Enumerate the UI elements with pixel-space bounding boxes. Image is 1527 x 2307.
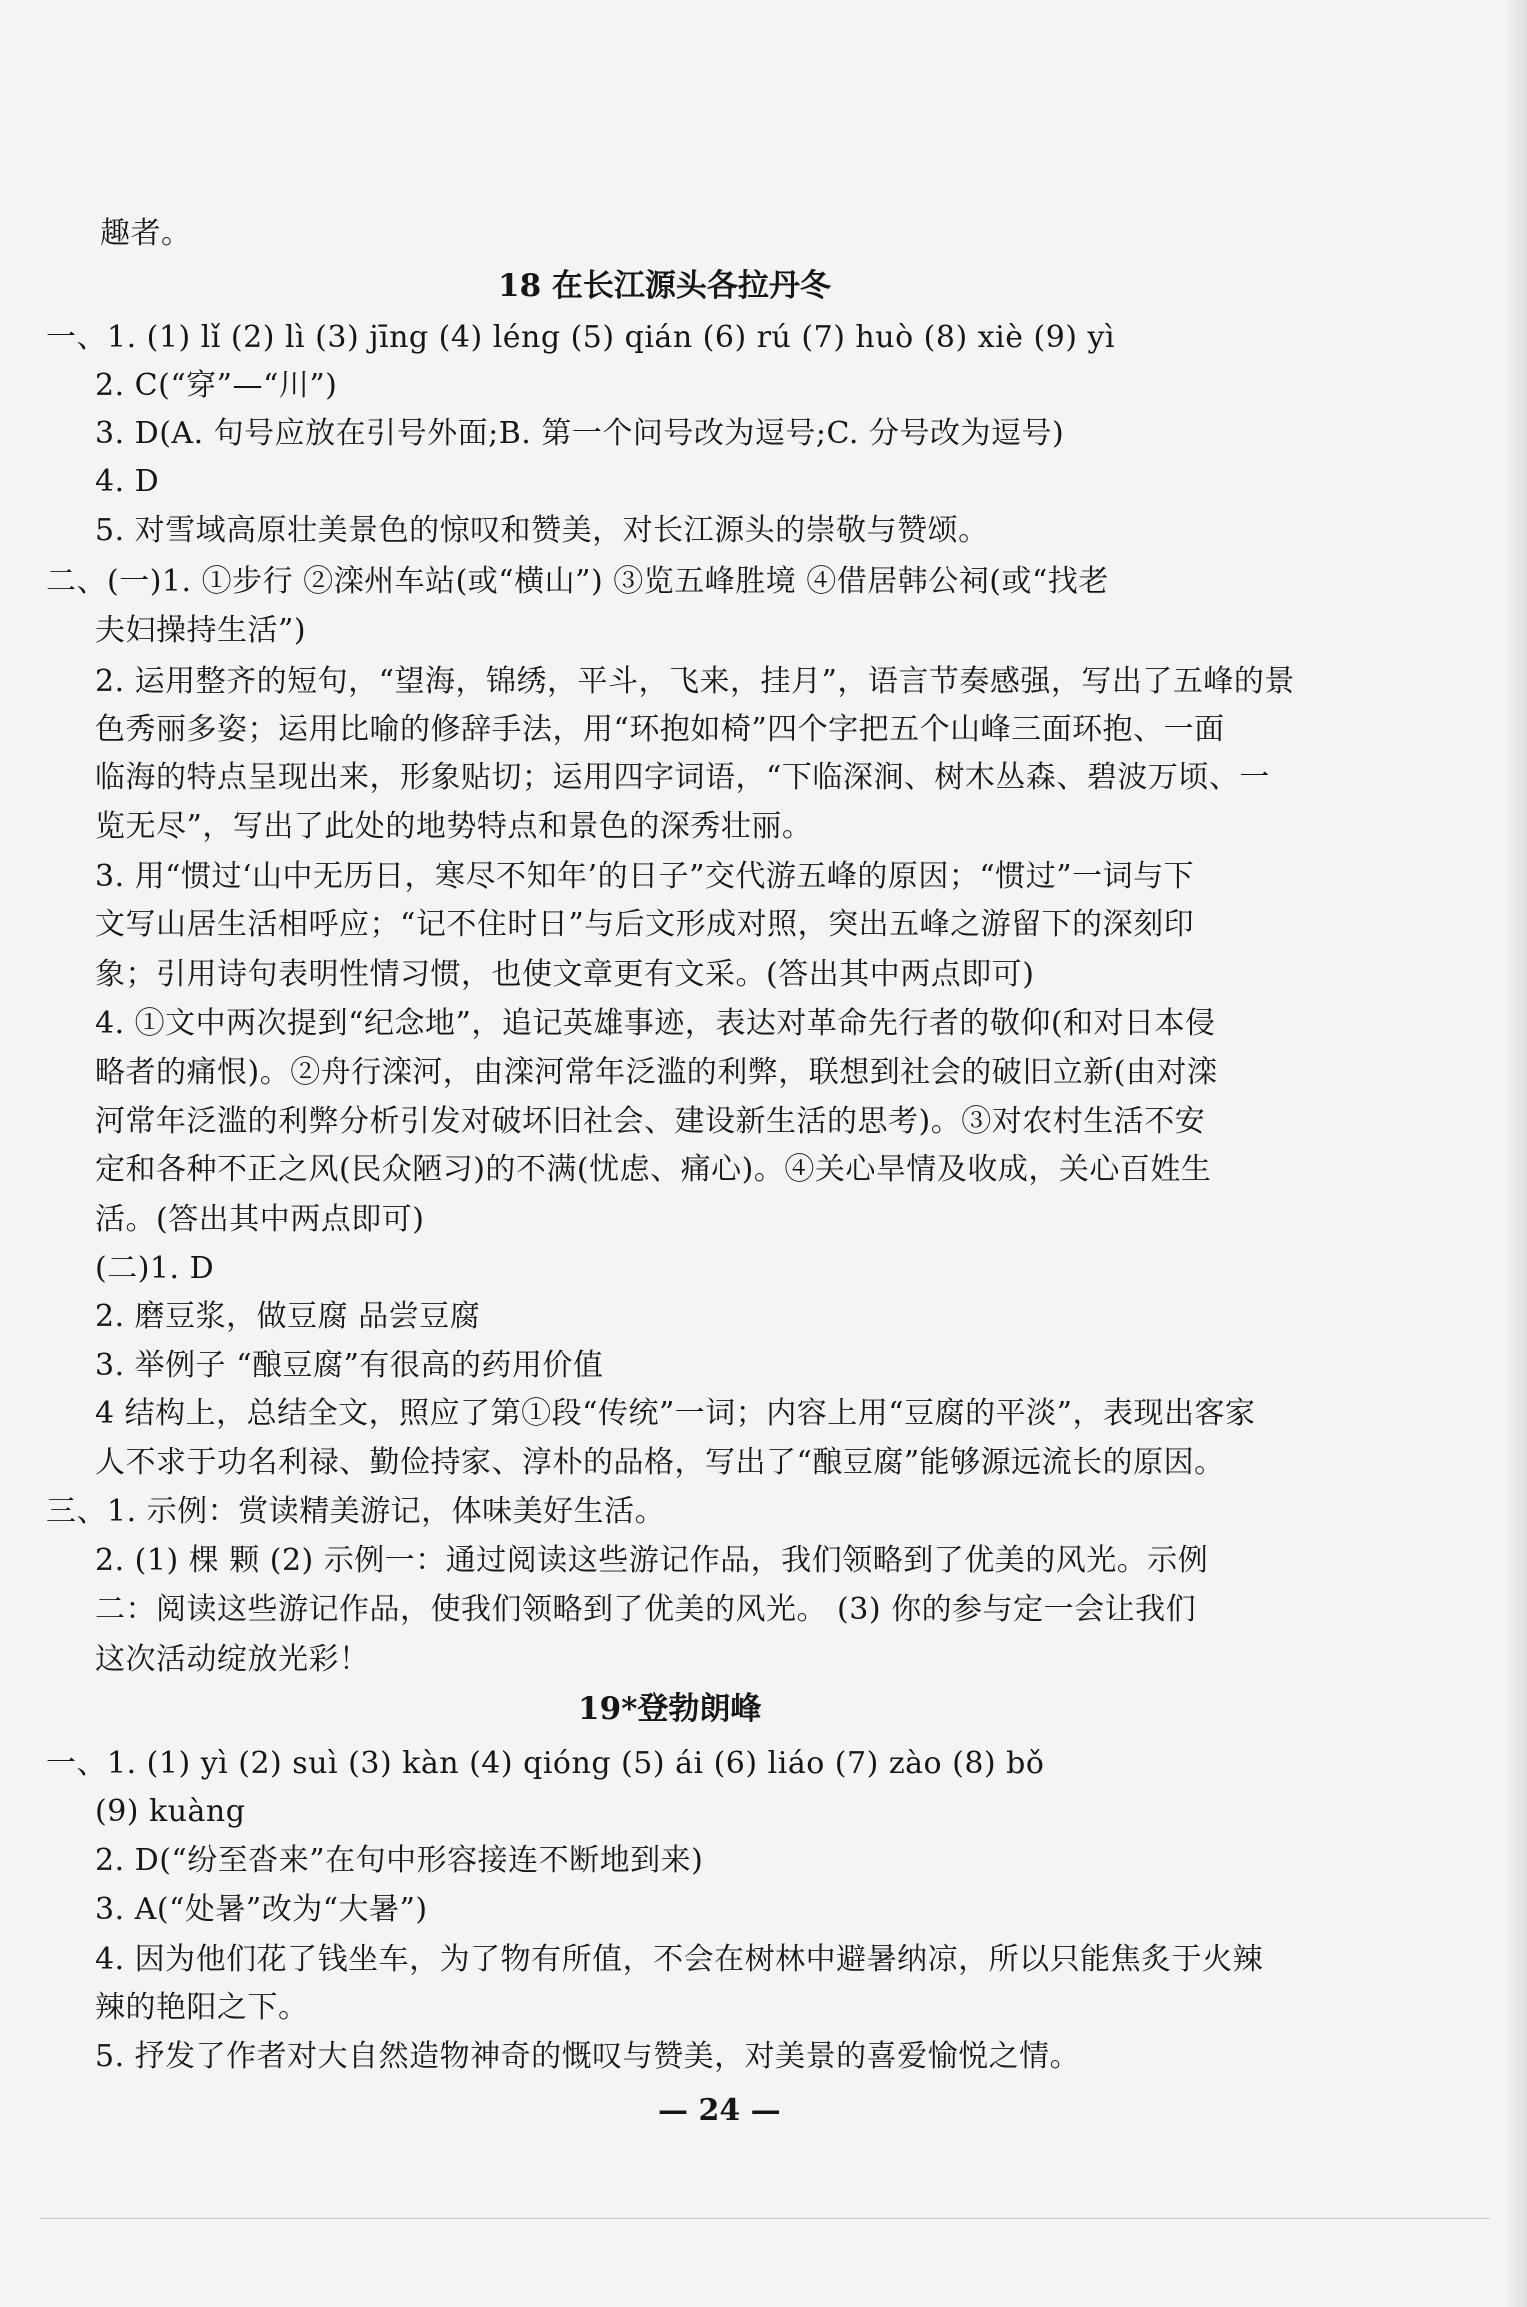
text-line: 一、1. (1) lǐ (2) lì (3) jīng (4) léng (5) qián (6) rú (7) huò (8) xiè (9) yì [46,320,1116,355]
text-line: 2. D(“纷至沓来”在句中形容接连不断地到来) [95,1843,704,1878]
text-line: 3. A(“处暑”改为“大暑”) [95,1892,428,1927]
text-line: 4. 因为他们花了钱坐车，为了物有所值，不会在树林中避暑纳凉，所以只能焦炙于火辣 [95,1942,1264,1977]
text-line: 趣者。 [100,216,192,251]
text-line: 三、1. 示例：赏读精美游记，体味美好生活。 [46,1494,666,1529]
text-line: 4. D [95,464,160,499]
text-line: 4 结构上，总结全文，照应了第①段“传统”一词；内容上用“豆腐的平淡”，表现出客家 [95,1396,1256,1431]
text-line: 河常年泛滥的利弊分析引发对破坏旧社会、建设新生活的思考)。③对农村生活不安 [95,1104,1206,1139]
text-line: 2. 运用整齐的短句，“望海，锦绣，平斗，飞来，挂月”，语言节奏感强，写出了五峰的景 [95,664,1295,699]
scan-right-edge [1505,0,1527,2307]
lesson-18-title: 18 在长江源头各拉丹冬 [498,268,831,304]
page-bottom-edge [40,2218,1490,2219]
text-line: 二：阅读这些游记作品，使我们领略到了优美的风光。 (3) 你的参与定一会让我们 [95,1592,1197,1627]
text-line: 3. 举例子 “酿豆腐”有很高的药用价值 [95,1348,604,1383]
text-line: 3. D(A. 句号应放在引号外面;B. 第一个问号改为逗号;C. 分号改为逗号) [95,416,1065,451]
text-line: 辣的艳阳之下。 [95,1990,309,2025]
text-line: 2. (1) 棵 颗 (2) 示例一：通过阅读这些游记作品，我们领略到了优美的风光。示例 [95,1543,1209,1578]
text-line: 5. 对雪域高原壮美景色的惊叹和赞美，对长江源头的崇敬与赞颂。 [95,513,989,548]
text-line: 一、1. (1) yì (2) suì (3) kàn (4) qióng (5) ái (6) liáo (7) zào (8) bǒ [46,1746,1045,1781]
text-line: 夫妇操持生活”) [95,613,307,648]
text-line: (9) kuàng [95,1794,246,1829]
text-line: 文写山居生活相呼应；“记不住时日”与后文形成对照，突出五峰之游留下的深刻印 [95,907,1195,942]
text-line: 3. 用“惯过‘山中无历日，寒尽不知年’的日子”交代游五峰的原因；“惯过”一词与下 [95,859,1195,894]
text-line: 2. C(“穿”—“川”) [95,368,338,403]
text-line: 这次活动绽放光彩！ [95,1642,370,1677]
text-line: 4. ①文中两次提到“纪念地”，追记英雄事迹，表达对革命先行者的敬仰(和对日本侵 [95,1006,1216,1041]
text-line: 色秀丽多姿；运用比喻的修辞手法，用“环抱如椅”四个字把五个山峰三面环抱、一面 [95,712,1225,747]
text-line: 2. 磨豆浆，做豆腐 品尝豆腐 [95,1299,481,1334]
text-line: 略者的痛恨)。②舟行滦河，由滦河常年泛滥的利弊，联想到社会的破旧立新(由对滦 [95,1055,1218,1090]
text-line: 览无尽”，写出了此处的地势特点和景色的深秀壮丽。 [95,809,813,844]
text-line: 定和各种不正之风(民众陋习)的不满(忧虑、痛心)。④关心旱情及收成，关心百姓生 [95,1152,1212,1187]
page-number: — 24 — [658,2093,781,2128]
text-line: 活。(答出其中两点即可) [95,1202,425,1237]
text-line: 象；引用诗句表明性情习惯，也使文章更有文采。(答出其中两点即可) [95,957,1035,992]
text-line: 5. 抒发了作者对大自然造物神奇的慨叹与赞美，对美景的喜爱愉悦之情。 [95,2039,1081,2074]
text-line: 二、(一)1. ①步行 ②滦州车站(或“横山”) ③览五峰胜境 ④借居韩公祠(或“找老 [46,564,1109,599]
text-line: 人不求于功名利禄、勤俭持家、淳朴的品格，写出了“酿豆腐”能够源远流长的原因。 [95,1445,1225,1480]
lesson-19-title: 19*登勃朗峰 [578,1691,762,1727]
text-line: 临海的特点呈现出来，形象贴切；运用四字词语，“下临深涧、树木丛森、碧波万顷、一 [95,760,1270,795]
text-line: (二)1. D [95,1251,215,1286]
